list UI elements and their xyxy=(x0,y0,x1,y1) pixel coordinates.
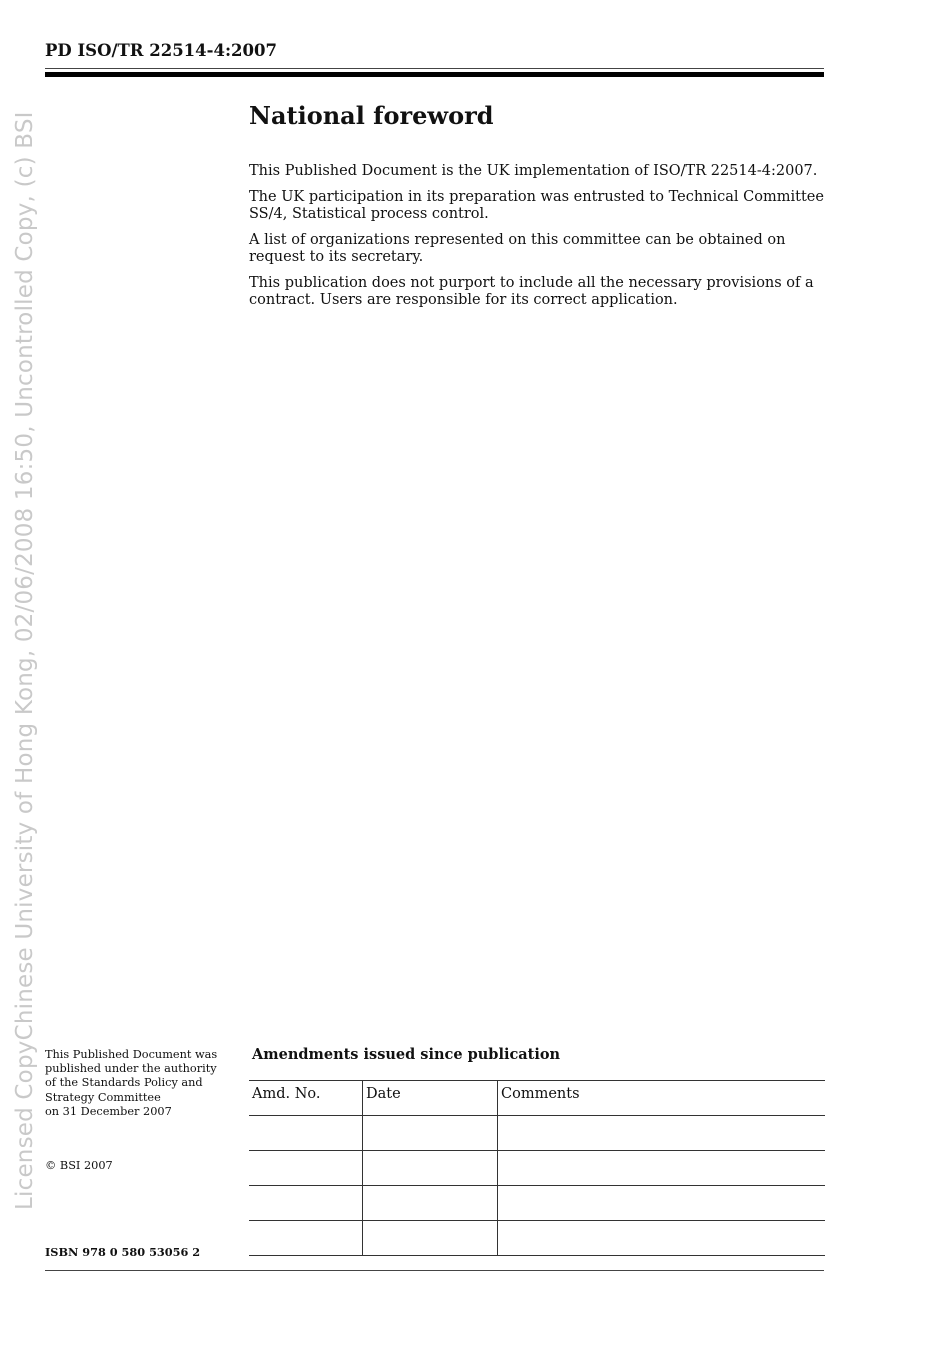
page-title: National foreword xyxy=(249,101,494,130)
table-cell xyxy=(363,1221,498,1256)
foreword-paragraph: The UK participation in its preparation was entrusted to Technical Committee SS/4, Statistical process control. xyxy=(249,188,824,222)
table-row xyxy=(249,1151,825,1186)
amendments-table xyxy=(249,1080,825,1256)
foreword-body xyxy=(249,163,829,318)
foreword-paragraph: This Published Document is the UK implementation of ISO/TR 22514-4:2007. xyxy=(249,163,818,179)
table-cell xyxy=(498,1151,826,1186)
amendments-heading: Amendments issued since publication xyxy=(252,1046,561,1063)
publication-note-line: This Published Document was xyxy=(45,1048,218,1061)
header-thin-rule xyxy=(45,68,824,69)
table-cell xyxy=(363,1151,498,1186)
table-row xyxy=(249,1221,825,1256)
footer-rule xyxy=(45,1270,824,1271)
table-cell xyxy=(363,1116,498,1151)
header-thick-rule xyxy=(45,72,824,77)
column-header-date: Date xyxy=(363,1081,498,1116)
table-row xyxy=(249,1186,825,1221)
table-cell xyxy=(249,1221,363,1256)
table-cell xyxy=(498,1221,826,1256)
license-watermark: Licensed CopyChinese University of Hong Kong, 02/06/2008 16:50, Uncontrolled Copy, (c) BSI xyxy=(12,111,38,1210)
publication-note-line: on 31 December 2007 xyxy=(45,1104,172,1118)
table-header-row xyxy=(249,1081,825,1116)
publication-note-line: Strategy Committee xyxy=(45,1090,161,1104)
copyright-notice: © BSI 2007 xyxy=(45,1159,113,1172)
table-cell xyxy=(249,1151,363,1186)
isbn-number: ISBN 978 0 580 53056 2 xyxy=(45,1245,201,1259)
publication-note-line: of the Standards Policy and xyxy=(45,1076,203,1090)
foreword-paragraph: This publication does not purport to include all the necessary provisions of a contract. Users are responsible for its correct application. xyxy=(249,274,814,308)
document-id: PD ISO/TR 22514-4:2007 xyxy=(45,41,277,60)
publication-note-line: published under the authority xyxy=(45,1062,217,1076)
table-cell xyxy=(249,1186,363,1221)
table-cell xyxy=(363,1186,498,1221)
table-cell xyxy=(249,1116,363,1151)
table-cell xyxy=(498,1186,826,1221)
foreword-paragraph: A list of organizations represented on this committee can be obtained on request to its secretary. xyxy=(249,231,786,265)
column-header-amd-no: Amd. No. xyxy=(249,1081,363,1116)
table-row xyxy=(249,1116,825,1151)
column-header-comments: Comments xyxy=(498,1081,826,1116)
table-cell xyxy=(498,1116,826,1151)
publication-note xyxy=(45,1048,235,1119)
